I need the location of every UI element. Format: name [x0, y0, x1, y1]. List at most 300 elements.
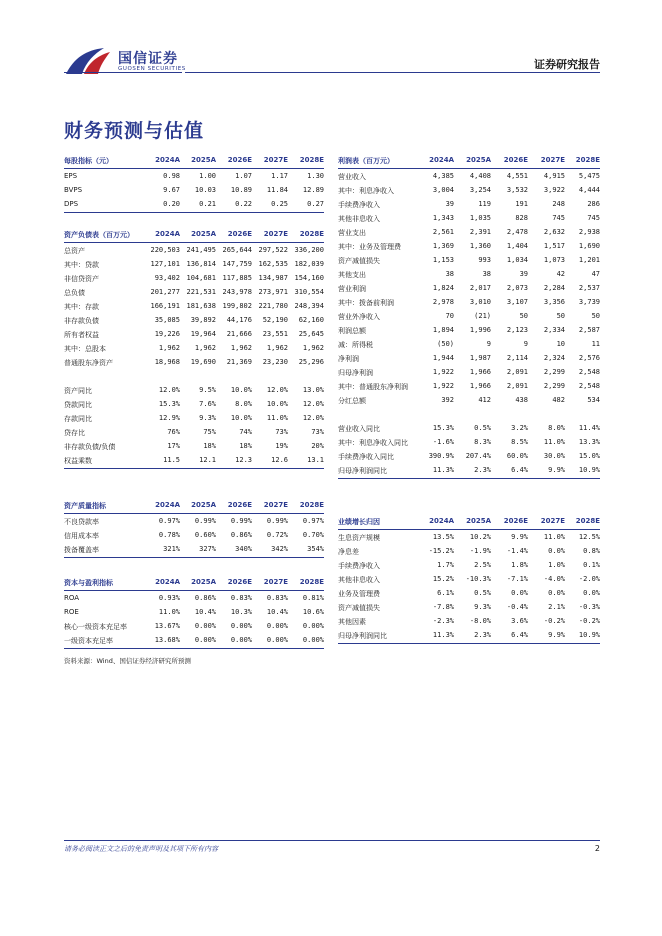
table-row: [64, 542, 324, 556]
year-header: 2025A: [191, 156, 216, 164]
cell-value: 2,632: [543, 228, 565, 236]
cell-value: 9: [523, 340, 528, 348]
cell-value: 12.6: [271, 456, 288, 464]
cell-value: 21,666: [226, 330, 252, 338]
year-header: 2026E: [503, 156, 528, 164]
footer-rule: [64, 840, 600, 841]
year-header: 2028E: [299, 156, 324, 164]
table-row: [338, 572, 600, 586]
cell-value: 2,324: [543, 354, 565, 362]
table-row: [338, 183, 600, 197]
table-row: [338, 281, 600, 295]
cell-value: -7.1%: [506, 575, 528, 583]
cell-value: 1,369: [432, 242, 454, 250]
table-header: [64, 154, 324, 169]
cell-value: 0.00%: [194, 636, 216, 644]
cell-value: 12.3: [235, 456, 252, 464]
cell-value: 154,160: [294, 274, 324, 282]
cell-value: 9: [486, 340, 491, 348]
cell-value: 0.1%: [583, 561, 600, 569]
cell-value: -15.2%: [428, 547, 454, 555]
cell-value: 13.3%: [578, 438, 600, 446]
cell-value: 2,478: [506, 228, 528, 236]
cell-value: 1,404: [506, 242, 528, 250]
cell-value: 50: [556, 312, 565, 320]
cell-value: 286: [587, 200, 600, 208]
table-row: [64, 355, 324, 369]
table-row: [64, 257, 324, 271]
cell-value: 12.0%: [266, 386, 288, 394]
row-label: 贷款同比: [64, 401, 92, 409]
row-label: 其中：利息净收入: [338, 187, 394, 195]
cell-value: 342%: [271, 545, 288, 553]
cell-value: 0.83%: [266, 594, 288, 602]
cell-value: 1.0%: [548, 561, 565, 569]
cell-value: 23,551: [262, 330, 288, 338]
cell-value: 2.3%: [474, 466, 491, 474]
table-end-rule: [64, 212, 324, 213]
cell-value: 2,576: [578, 354, 600, 362]
header-rule-left: [64, 72, 182, 73]
cell-value: 3,532: [506, 186, 528, 194]
table-row: [64, 528, 324, 542]
cell-value: -8.0%: [469, 617, 491, 625]
row-label: 存款同比: [64, 415, 92, 423]
cell-value: 12.0%: [302, 400, 324, 408]
cell-value: 136,814: [186, 260, 216, 268]
row-label: 其中：普通股东净利润: [338, 383, 408, 391]
row-label: 营业支出: [338, 229, 366, 237]
cell-value: 23,230: [262, 358, 288, 366]
cell-value: 181,638: [186, 302, 216, 310]
cell-value: 2,073: [506, 284, 528, 292]
cell-value: 1,073: [543, 256, 565, 264]
table-row: [64, 169, 324, 183]
cell-value: 248: [552, 200, 565, 208]
cell-value: 199,802: [222, 302, 252, 310]
table-header: [64, 228, 324, 243]
cell-value: 0.8%: [583, 547, 600, 555]
cell-value: 19,226: [154, 330, 180, 338]
cell-value: 13.1: [307, 456, 324, 464]
table-row: [338, 225, 600, 239]
table-row: [338, 211, 600, 225]
table-title: 业绩增长归因: [338, 518, 380, 526]
cell-value: 0.00%: [302, 636, 324, 644]
cell-value: 221,531: [186, 288, 216, 296]
cell-value: 265,644: [222, 246, 252, 254]
table-row: [64, 197, 324, 211]
cell-value: 39,892: [190, 316, 216, 324]
cell-value: 6.4%: [511, 466, 528, 474]
cell-value: 11.5: [163, 456, 180, 464]
cell-value: 9.5%: [199, 386, 216, 394]
cell-value: 0.98: [163, 172, 180, 180]
cell-value: 4,915: [543, 172, 565, 180]
cell-value: -2.0%: [578, 575, 600, 583]
table-row: [64, 327, 324, 341]
cell-value: 1,153: [432, 256, 454, 264]
table-row: [338, 365, 600, 379]
row-label: 核心一级资本充足率: [64, 623, 127, 631]
cell-value: 9.67: [163, 186, 180, 194]
year-header: 2026E: [227, 578, 252, 586]
cell-value: 11.3%: [432, 631, 454, 639]
year-header: 2024A: [155, 578, 180, 586]
footer-disclaimer: 请务必阅读正文之后的免责声明及其项下所有内容: [64, 845, 218, 853]
cell-value: 243,978: [222, 288, 252, 296]
year-header: 2028E: [575, 156, 600, 164]
cell-value: 1,962: [302, 344, 324, 352]
report-type-label: 证券研究报告: [534, 58, 600, 71]
cell-value: 1,966: [469, 382, 491, 390]
cell-value: 117,885: [222, 274, 252, 282]
year-header: 2027E: [263, 156, 288, 164]
cell-value: 17%: [167, 442, 180, 450]
row-label: 其中：利息净收入同比: [338, 439, 408, 447]
cell-value: 10.0%: [266, 400, 288, 408]
table-row: [338, 544, 600, 558]
year-header: 2028E: [575, 517, 600, 525]
row-label: 权益乘数: [64, 457, 92, 465]
cell-value: 11.0%: [158, 608, 180, 616]
row-label: 资产减值损失: [338, 604, 380, 612]
row-label: 营业收入同比: [338, 425, 380, 433]
cell-value: 11.4%: [578, 424, 600, 432]
year-header: 2027E: [263, 230, 288, 238]
cell-value: 25,645: [298, 330, 324, 338]
cell-value: 10.3%: [230, 608, 252, 616]
cell-value: 0.22: [235, 200, 252, 208]
cell-value: 0.99%: [194, 517, 216, 525]
year-header: 2024A: [155, 501, 180, 509]
cell-value: 321%: [163, 545, 180, 553]
cell-value: 2,017: [469, 284, 491, 292]
row-label: 手续费净收入: [338, 562, 380, 570]
row-label: 营业收入: [338, 173, 366, 181]
cell-value: 44,176: [226, 316, 252, 324]
cell-value: 0.99%: [230, 517, 252, 525]
table-end-rule: [338, 643, 600, 644]
table-end-rule: [64, 468, 324, 469]
cell-value: 0.0%: [548, 589, 565, 597]
cell-value: 30.0%: [543, 452, 565, 460]
cell-value: 10: [556, 340, 565, 348]
cell-value: 2.5%: [474, 561, 491, 569]
row-label: 信用成本率: [64, 532, 99, 540]
table-row: [64, 591, 324, 605]
cell-value: 47: [591, 270, 600, 278]
row-label: 营业外净收入: [338, 313, 380, 321]
cell-value: 9.3%: [199, 414, 216, 422]
table-row: [64, 411, 324, 425]
cell-value: 8.0%: [548, 424, 565, 432]
cell-value: 127,101: [150, 260, 180, 268]
row-label: 其中：业务及管理费: [338, 243, 401, 251]
row-label: 其中：总股本: [64, 345, 106, 353]
page-number: 2: [594, 844, 600, 853]
cell-value: 0.86%: [230, 531, 252, 539]
row-label: 营业利润: [338, 285, 366, 293]
cell-value: 482: [552, 396, 565, 404]
cell-value: 340%: [235, 545, 252, 553]
row-label: 分红总额: [338, 397, 366, 405]
cell-value: 2,299: [543, 382, 565, 390]
cell-value: 12.1: [199, 456, 216, 464]
logo-english-name: GUOSEN SECURITIES: [118, 66, 186, 72]
cell-value: 4,408: [469, 172, 491, 180]
table-title: 资本与盈利指标: [64, 579, 113, 587]
cell-value: 0.97%: [302, 517, 324, 525]
cell-value: 1,035: [469, 214, 491, 222]
row-label: 非存款负债/负债: [64, 443, 116, 451]
cell-value: 12.0%: [158, 386, 180, 394]
cell-value: 13.68%: [154, 636, 180, 644]
cell-value: 18%: [203, 442, 216, 450]
cell-value: 166,191: [150, 302, 180, 310]
cell-value: -0.3%: [578, 603, 600, 611]
table-title: 利润表（百万元）: [338, 157, 394, 165]
cell-value: 3.2%: [511, 424, 528, 432]
cell-value: -2.3%: [432, 617, 454, 625]
cell-value: 1,360: [469, 242, 491, 250]
cell-value: 162,535: [258, 260, 288, 268]
cell-value: 0.0%: [548, 547, 565, 555]
row-label: 一级资本充足率: [64, 637, 113, 645]
cell-value: -1.6%: [432, 438, 454, 446]
row-label: 资产同比: [64, 387, 92, 395]
cell-value: 2,561: [432, 228, 454, 236]
cell-value: 0.99%: [266, 517, 288, 525]
table-row: [338, 379, 600, 393]
table-row: [338, 586, 600, 600]
cell-value: 52,190: [262, 316, 288, 324]
table-row: [338, 614, 600, 628]
cell-value: 297,522: [258, 246, 288, 254]
table-row: [64, 439, 324, 453]
cell-value: 3,004: [432, 186, 454, 194]
row-label: ROA: [64, 594, 80, 602]
cell-value: 0.21: [199, 200, 216, 208]
cell-value: (50): [437, 340, 454, 348]
table-row: [338, 530, 600, 544]
cell-value: 11.3%: [432, 466, 454, 474]
year-header: 2025A: [466, 156, 491, 164]
cell-value: 828: [515, 214, 528, 222]
table-row: [64, 453, 324, 467]
cell-value: 2,334: [543, 326, 565, 334]
row-label: 贷存比: [64, 429, 85, 437]
cell-value: 13.67%: [154, 622, 180, 630]
cell-value: -10.3%: [465, 575, 491, 583]
cell-value: 0.00%: [302, 622, 324, 630]
row-label: 所有者权益: [64, 331, 99, 339]
row-label: 净利润: [338, 355, 359, 363]
cell-value: 0.86%: [194, 594, 216, 602]
cell-value: -7.8%: [432, 603, 454, 611]
cell-value: 38: [445, 270, 454, 278]
cell-value: 11: [591, 340, 600, 348]
cell-value: 134,987: [258, 274, 288, 282]
cell-value: 336,200: [294, 246, 324, 254]
cell-value: 147,759: [222, 260, 252, 268]
header-rule: [185, 72, 600, 73]
cell-value: 745: [587, 214, 600, 222]
row-label: 其他因素: [338, 618, 366, 626]
row-label: 生息资产规模: [338, 534, 380, 542]
cell-value: 6.1%: [437, 589, 454, 597]
cell-value: 8.5%: [511, 438, 528, 446]
cell-value: 8.0%: [235, 400, 252, 408]
cell-value: 1.07: [235, 172, 252, 180]
cell-value: 2,123: [506, 326, 528, 334]
table-row: [338, 253, 600, 267]
row-label: 其他支出: [338, 271, 366, 279]
cell-value: 12.5%: [578, 533, 600, 541]
row-label: 业务及管理费: [338, 590, 380, 598]
cell-value: 0.25: [271, 200, 288, 208]
cell-value: 1.30: [307, 172, 324, 180]
row-label: 其中：贷款: [64, 261, 99, 269]
cell-value: 0.97%: [158, 517, 180, 525]
year-header: 2024A: [155, 230, 180, 238]
cell-value: 93,402: [154, 274, 180, 282]
cell-value: 534: [587, 396, 600, 404]
cell-value: -1.4%: [506, 547, 528, 555]
cell-value: 20%: [311, 442, 324, 450]
cell-value: 1,962: [266, 344, 288, 352]
cell-value: 1,894: [432, 326, 454, 334]
cell-value: 0.20: [163, 200, 180, 208]
row-label: ROE: [64, 608, 79, 616]
year-header: 2028E: [299, 230, 324, 238]
table-header: [338, 515, 600, 530]
cell-value: 201,277: [150, 288, 180, 296]
year-header: 2027E: [540, 517, 565, 525]
year-header: 2025A: [191, 578, 216, 586]
year-header: 2028E: [299, 578, 324, 586]
year-header: 2028E: [299, 501, 324, 509]
cell-value: 0.00%: [266, 622, 288, 630]
table-row: [338, 295, 600, 309]
cell-value: 0.00%: [230, 636, 252, 644]
cell-value: 1,962: [230, 344, 252, 352]
cell-value: 207.4%: [465, 452, 491, 460]
cell-value: 221,780: [258, 302, 288, 310]
cell-value: 9.9%: [548, 466, 565, 474]
cell-value: 19,690: [190, 358, 216, 366]
cell-value: 76%: [167, 428, 180, 436]
cell-value: 4,444: [578, 186, 600, 194]
row-label: BVPS: [64, 186, 83, 194]
table-header: [64, 499, 324, 514]
cell-value: 2,548: [578, 382, 600, 390]
cell-value: 18%: [239, 442, 252, 450]
cell-value: 1,987: [469, 354, 491, 362]
table-row: [338, 421, 600, 435]
table-end-rule: [64, 648, 324, 649]
cell-value: 993: [478, 256, 491, 264]
cell-value: 392: [441, 396, 454, 404]
table-title: 资产负债表（百万元）: [64, 231, 134, 239]
cell-value: 1,922: [432, 368, 454, 376]
cell-value: 12.89: [302, 186, 324, 194]
table-row: [338, 600, 600, 614]
row-label: 其中：存款: [64, 303, 99, 311]
cell-value: 0.93%: [158, 594, 180, 602]
cell-value: 42: [556, 270, 565, 278]
cell-value: 191: [515, 200, 528, 208]
cell-value: 2,938: [578, 228, 600, 236]
cell-value: 3,010: [469, 298, 491, 306]
cell-value: 3.6%: [511, 617, 528, 625]
cell-value: 220,503: [150, 246, 180, 254]
row-label: 利润总额: [338, 327, 366, 335]
table-title: 每股指标（元）: [64, 157, 113, 165]
cell-value: 3,107: [506, 298, 528, 306]
table-row: [338, 197, 600, 211]
cell-value: 182,039: [294, 260, 324, 268]
year-header: 2027E: [263, 501, 288, 509]
year-header: 2025A: [191, 230, 216, 238]
table-row: [64, 369, 324, 383]
cell-value: 6.4%: [511, 631, 528, 639]
year-header: 2027E: [263, 578, 288, 586]
year-header: 2026E: [227, 156, 252, 164]
cell-value: 241,495: [186, 246, 216, 254]
cell-value: 1,343: [432, 214, 454, 222]
table-row: [338, 558, 600, 572]
cell-value: 73%: [275, 428, 288, 436]
cell-value: 2.3%: [474, 631, 491, 639]
cell-value: (21): [474, 312, 491, 320]
cell-value: 18,968: [154, 358, 180, 366]
cell-value: 10.4%: [194, 608, 216, 616]
cell-value: 10.0%: [230, 414, 252, 422]
row-label: 归母净利润: [338, 369, 373, 377]
cell-value: 4,551: [506, 172, 528, 180]
cell-value: 0.0%: [583, 589, 600, 597]
cell-value: 0.27: [307, 200, 324, 208]
cell-value: 2,299: [543, 368, 565, 376]
cell-value: 9.3%: [474, 603, 491, 611]
cell-value: 1.8%: [511, 561, 528, 569]
cell-value: 0.00%: [230, 622, 252, 630]
year-header: 2024A: [429, 156, 454, 164]
row-label: 普通股东净资产: [64, 359, 113, 367]
cell-value: 35,085: [154, 316, 180, 324]
cell-value: 2.1%: [548, 603, 565, 611]
cell-value: 9.9%: [511, 533, 528, 541]
cell-value: 50: [591, 312, 600, 320]
table-row: [64, 243, 324, 257]
cell-value: 0.72%: [266, 531, 288, 539]
cell-value: 0.70%: [302, 531, 324, 539]
cell-value: 104,681: [186, 274, 216, 282]
cell-value: 0.83%: [230, 594, 252, 602]
cell-value: 1,962: [158, 344, 180, 352]
cell-value: 10.0%: [230, 386, 252, 394]
cell-value: 8.3%: [474, 438, 491, 446]
table-row: [64, 341, 324, 355]
cell-value: 2,114: [506, 354, 528, 362]
logo-chinese-name: 国信证券: [118, 51, 178, 67]
cell-value: 1,690: [578, 242, 600, 250]
row-label: 归母净利润同比: [338, 467, 387, 475]
year-header: 2024A: [429, 517, 454, 525]
year-header: 2025A: [466, 517, 491, 525]
cell-value: 0.5%: [474, 589, 491, 597]
